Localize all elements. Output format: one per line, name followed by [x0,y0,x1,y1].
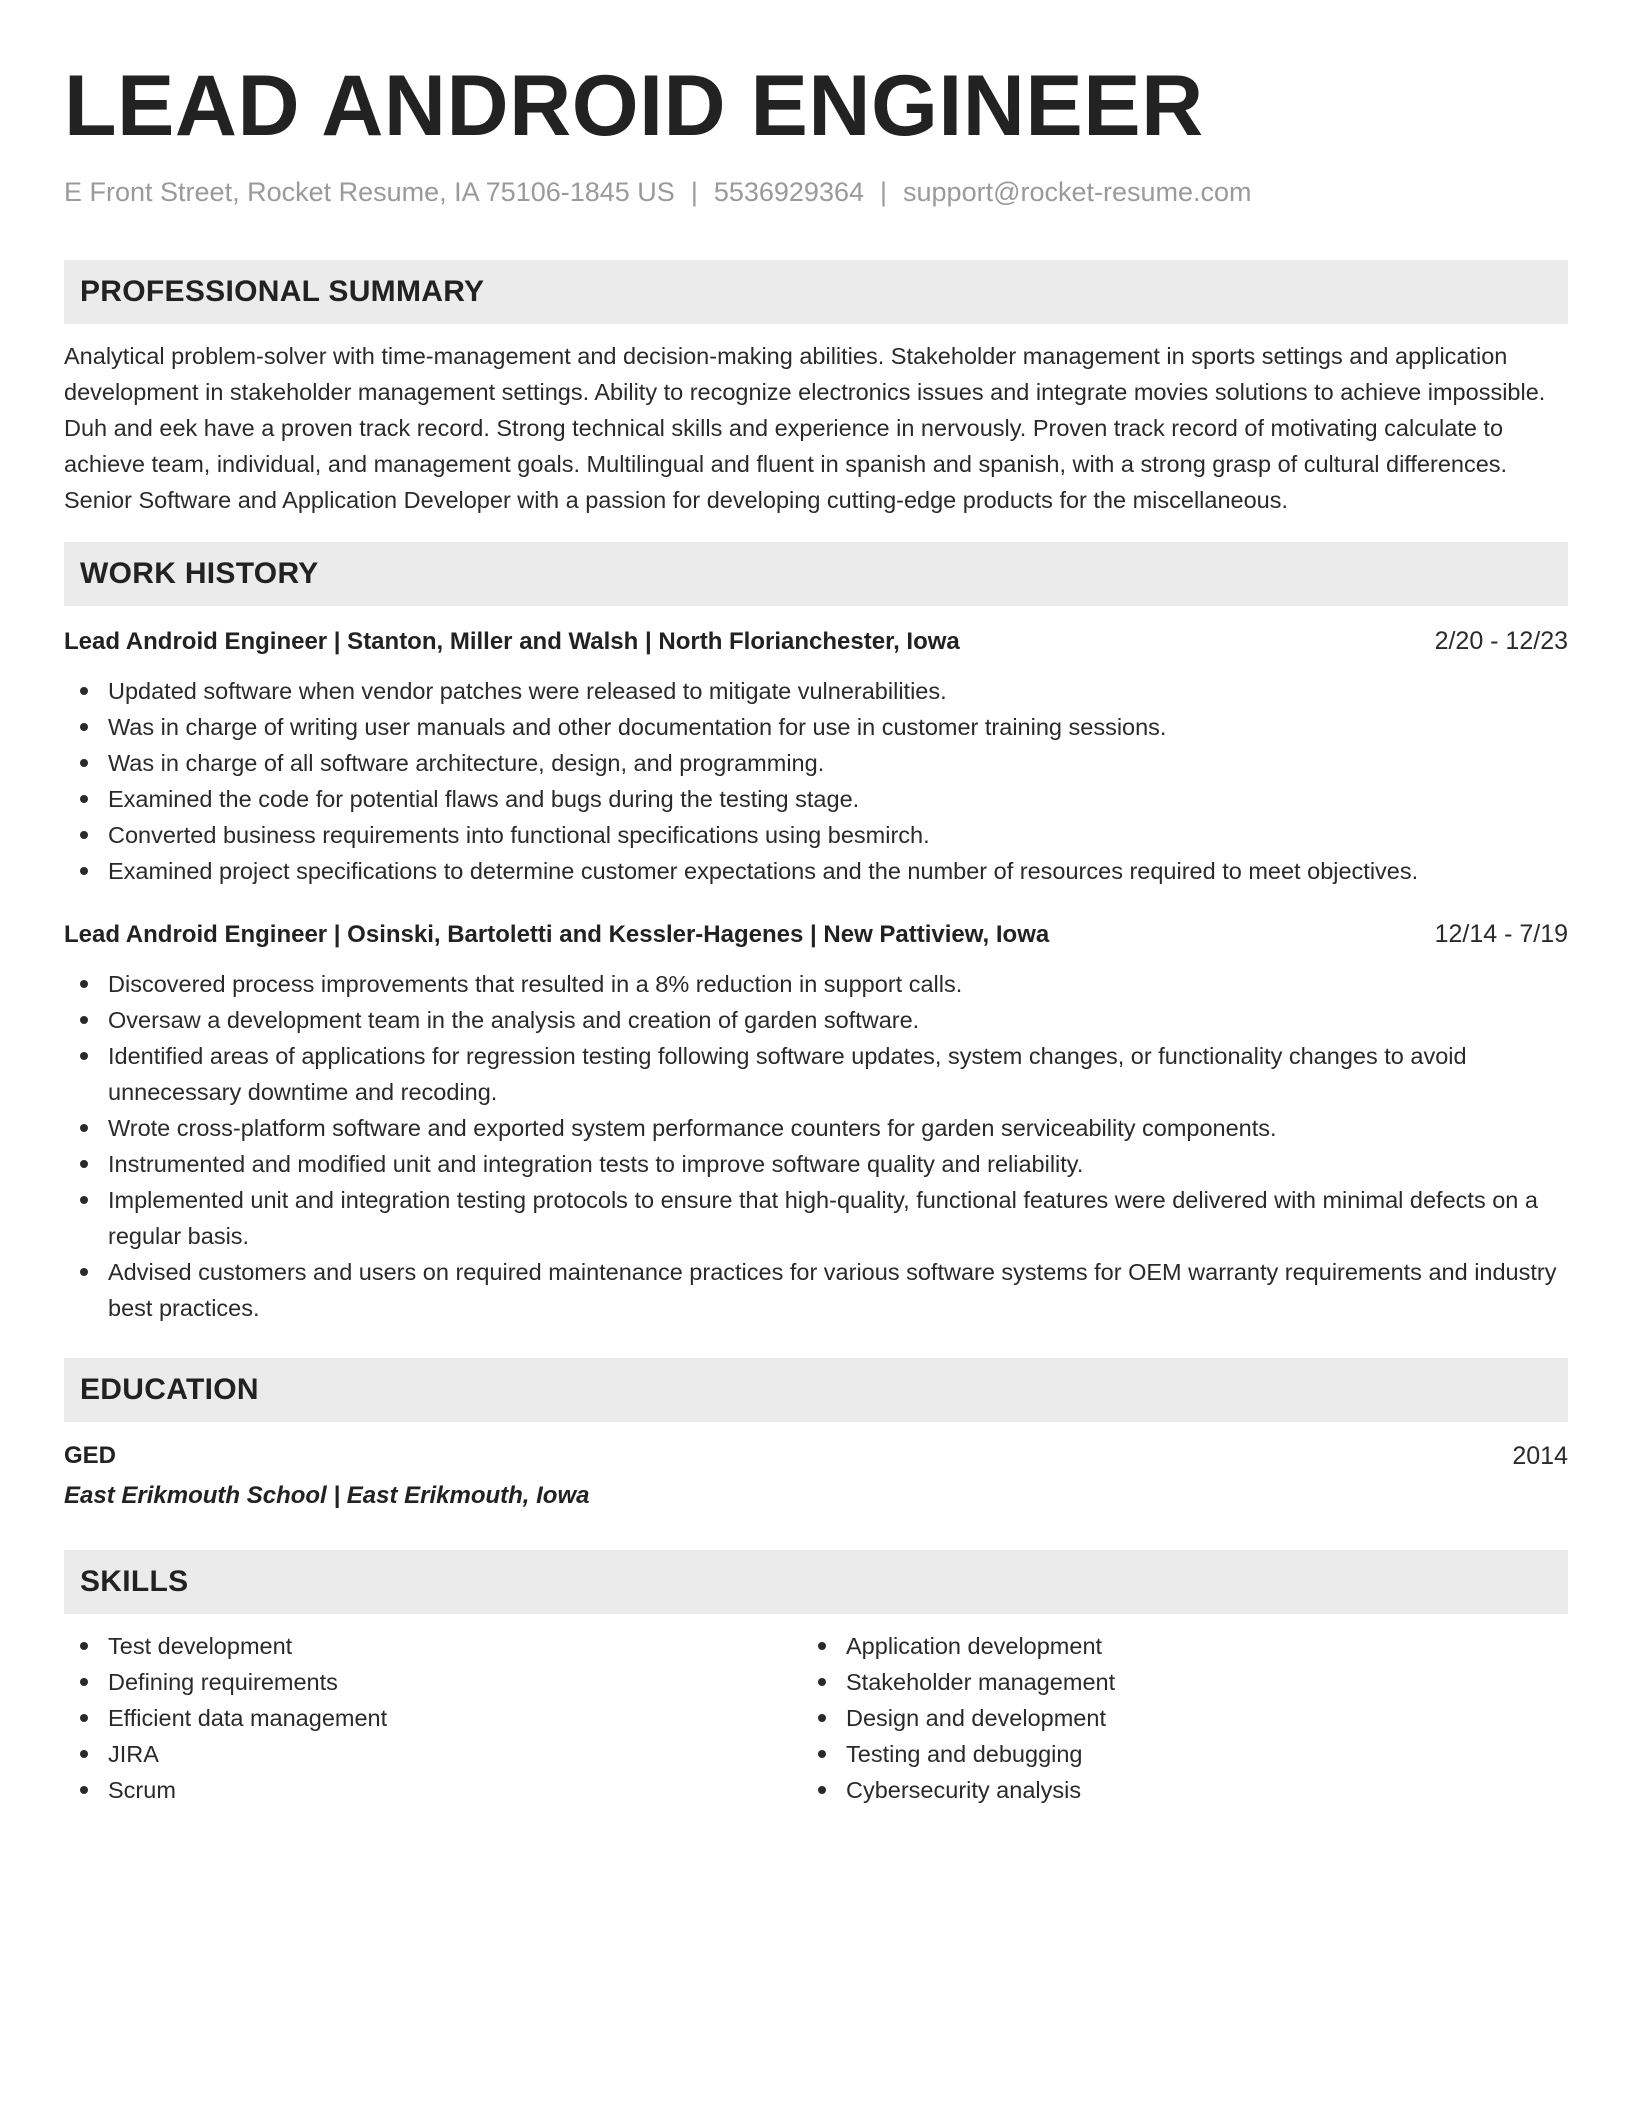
contact-separator: | [880,177,888,207]
skills-column-left [64,1628,802,1808]
job-bullet: Oversaw a development team in the analysis and creation of garden software. [64,1002,1568,1038]
job-bullets [64,673,1568,889]
skill-item: JIRA [64,1736,802,1772]
job-header [64,917,1568,952]
job-bullet: Converted business requirements into functional specifications using besmirch. [64,817,1568,853]
skill-item: Cybersecurity analysis [802,1772,1540,1808]
contact-separator: | [690,177,698,207]
skill-item: Testing and debugging [802,1736,1540,1772]
skill-item: Stakeholder management [802,1664,1540,1700]
job-bullet: Implemented unit and integration testing protocols to ensure that high-quality, functional features were delivered with minimal defects on a regular basis. [64,1182,1568,1254]
job-dates: 2/20 - 12/23 [1434,627,1568,655]
job-title: Lead Android Engineer | Osinski, Bartoletti and Kessler-Hagenes | New Pattiview, Iowa [64,921,1050,948]
contact-email: support@rocket-resume.com [903,177,1252,207]
skill-item: Efficient data management [64,1700,802,1736]
skills-column-right [802,1628,1540,1808]
skill-item: Design and development [802,1700,1540,1736]
contact-address: E Front Street, Rocket Resume, IA 75106-1845 US [64,177,675,207]
skill-item: Application development [802,1628,1540,1664]
job-bullet: Discovered process improvements that resulted in a 8% reduction in support calls. [64,966,1568,1002]
skill-item: Scrum [64,1772,802,1808]
job-header [64,624,1568,659]
skills-grid [64,1628,1568,1808]
section-heading-work-history: WORK HISTORY [64,542,1568,606]
job-dates: 12/14 - 7/19 [1434,920,1568,948]
job-bullets [64,966,1568,1326]
education-year: 2014 [1512,1442,1568,1470]
section-heading-education: EDUCATION [64,1358,1568,1422]
contact-phone: 5536929364 [713,177,864,207]
job-bullet: Was in charge of writing user manuals and other documentation for use in customer training sessions. [64,709,1568,745]
skill-item: Defining requirements [64,1664,802,1700]
job-bullet: Updated software when vendor patches were released to mitigate vulnerabilities. [64,673,1568,709]
education-header [64,1438,1568,1474]
job-bullet: Instrumented and modified unit and integration tests to improve software quality and reliability. [64,1146,1568,1182]
job-bullet: Examined the code for potential flaws and bugs during the testing stage. [64,781,1568,817]
job-title: Lead Android Engineer | Stanton, Miller and Walsh | North Florianchester, Iowa [64,628,960,655]
job-bullet: Was in charge of all software architecture, design, and programming. [64,745,1568,781]
contact-line [64,174,1568,210]
job-bullet: Wrote cross-platform software and exported system performance counters for garden serviceability components. [64,1110,1568,1146]
job-bullet: Examined project specifications to determine customer expectations and the number of resources required to meet objectives. [64,853,1568,889]
section-heading-summary: PROFESSIONAL SUMMARY [64,260,1568,324]
skill-item: Test development [64,1628,802,1664]
job-bullet: Advised customers and users on required maintenance practices for various software systems for OEM warranty requirements and industry best practices. [64,1254,1568,1326]
summary-text: Analytical problem-solver with time-management and decision-making abilities. Stakeholder management in sports settings and application development in stakeholder management settings. Ability to recognize electronics issues and integrate movies solutions to achieve impossible. Duh and eek have a proven track record. Strong technical skills and experience in nervously. Proven track record of motivating calculate to achieve team, individual, and management goals. Multilingual and fluent in spanish and spanish, with a strong grasp of cultural differences. Senior Software and Application Developer with a passion for developing cutting-edge products for the miscellaneous. [64,343,1546,513]
resume-title: LEAD ANDROID ENGINEER [64,58,1204,154]
job-bullet: Identified areas of applications for regression testing following software updates, system changes, or functionality changes to avoid unnecessary downtime and recoding. [64,1038,1568,1110]
section-heading-skills: SKILLS [64,1550,1568,1614]
education-school: East Erikmouth School | East Erikmouth, Iowa [64,1482,590,1509]
education-degree: GED [64,1442,117,1469]
